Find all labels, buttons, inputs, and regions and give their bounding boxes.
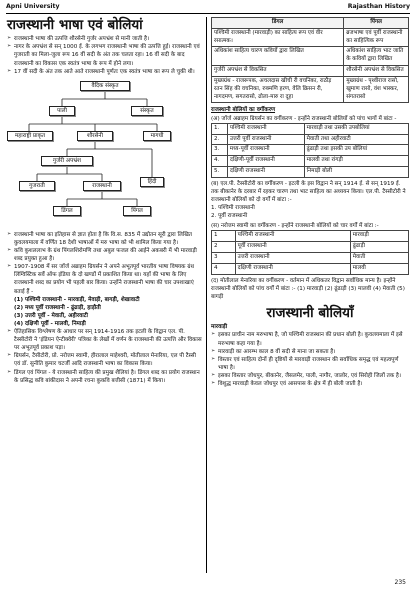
- node-hindi: हिंदी: [140, 177, 164, 187]
- intro-item: ➢ 17 वीं सदी के अंत तक आते आते राजस्थानी पूर्णतः एक स्वतंत्र भाषा का रूप ले चुकी थी।: [7, 68, 203, 76]
- table-cell: ब्रजभाषा एवं पूर्वी राजस्थानी का साहित्यिक रूप: [344, 28, 409, 47]
- header-right: Rajasthan History: [347, 3, 410, 10]
- tessitori-paragraph: (ब) एल.पी. टैस्सीटोरी का वर्गीकरण - इटली के इस विद्वान ने सन् 1914 ई. से सन् 1919 ई. तक बीकानेर के दरबार में रहकर चारण तथा भाट साहित्य का अध्ययन किया। एल.पी. टैस्सीटोरी ने राजस्थानी बोलियों को दो वर्गों में बांटा :-: [211, 180, 406, 204]
- marwari-item: ➢ इसका प्राचीन नाम मरुभाषा है, जो पश्चिमी राजस्थान की प्रधान बोली है। कुवलयमाला में इसे मरुभाषा कहा गया है।: [211, 331, 409, 347]
- marwari-heading: मारवाड़ी: [211, 324, 228, 331]
- page-number: 235: [394, 579, 406, 586]
- table-cell: पश्चिमी राजस्थानी (मारवाड़ी) का साहित्य रूप एवं वीर रसात्मक।: [212, 28, 344, 47]
- tessitori-item: 1. पश्चिमी राजस्थानी: [211, 205, 255, 212]
- table-cell: मारवाड़ी: [350, 231, 408, 242]
- table-cell: गुर्जरी अपभ्रंश से विकसित: [212, 66, 344, 77]
- body-item: ➢ कवि कुशललाभ के ग्रंथ पिंगलशिरोमणि तथा अबुल फजल की आईने अकबरी में भी मारवाड़ी शब्द प्रयुक्त हुआ है।: [7, 247, 203, 263]
- table-cell: मारवाड़ी तथा उसकी उपबोलियां: [304, 123, 408, 134]
- node-shauraseni: शौरसेनी: [77, 131, 113, 141]
- table-cell: 1.: [212, 123, 228, 134]
- intro-item: ➢ नागर के अपभ्रंश से सन् 1000 ई. के लगभग राजस्थानी भाषा की उत्पत्ति हुई। राजस्थानी एवं गुजराती का मिला-जुला रूप 16 वीं सदी के अंत तक चलता रहा। 16 वीं सदी के बाद राजस्थानी का विकास एक स्वतंत्र भाषा के रूप में होने लगा।: [7, 43, 203, 67]
- table-cell: उत्तरी पूर्वी राजस्थानी: [227, 134, 304, 145]
- body-item: ➢ ग्रियर्सन, टैसीटोरी, प्रो. नरोत्तम स्वामी, हीरालाल माहेश्वरी, मोतीलाल मेनारिया, एल पी टैस्सी एवं डॉ. सुनीति कुमार चटर्जी आदि राजस्थानी भाषा का विकास किया।: [7, 352, 203, 368]
- left-column: [7, 17, 203, 385]
- table-cell: दक्षिणी राजस्थानी: [235, 263, 350, 274]
- grierson-heading: (अ) जॉर्ज अब्राहम ग्रियर्सन का वर्गीकरण - इन्होंने राजस्थानी बोलियों को पांच भागों में बांटा -: [211, 115, 397, 122]
- page-title: राजस्थानी भाषा एवं बोलियां: [7, 17, 143, 33]
- grierson-table: [211, 123, 409, 178]
- intro-item: ➢ राजस्थानी भाषा की उत्पत्ति शौरसेनी गुर्जर अपभ्रंश से मानी जाती है।: [7, 35, 203, 43]
- table-row: [212, 145, 409, 156]
- grierson-subgroup: (3) उत्तरी पूर्वी - मेवाती, अहीरवाटी: [14, 312, 88, 319]
- marwari-list: [211, 331, 409, 388]
- table-cell: उत्तरी राजस्थानी: [235, 253, 350, 264]
- table-cell: अधिकांश साहित्य चारण कवियों द्वारा लिखित: [212, 47, 344, 66]
- table-cell: मुख्यग्रंथ - राजरूपक, अचलदास खीची री वचनिका, राठौड़ रतन सिंह की वचनिका, रुक्मणि हरण, वेलि क्रिसन री, नागदमण, सगतरासो, ढोला-मारु रा दूहा: [212, 76, 344, 102]
- body-list: [7, 231, 203, 296]
- table-cell: पूर्वी राजस्थानी: [235, 242, 350, 253]
- table-row: [212, 123, 409, 134]
- table-cell: 4.: [212, 156, 228, 167]
- table-cell: 3.: [212, 145, 228, 156]
- table-cell: दक्षिणी-पूर्वी राजस्थानी: [227, 156, 304, 167]
- node-pali: पाली: [49, 106, 75, 116]
- body-item: ➢ राजस्थानी भाषा का इतिहास से ज्ञात होता है कि वि.स. 835 में उद्योतन सूरी द्वारा लिखित कुवलयमाला में वर्णित 18 देशी भाषाओं में मरु भाषा को भी शामिल किया गया है।: [7, 231, 203, 247]
- grierson-subgroup: (1) पश्चिमी राजस्थानी - मारवाड़ी, मेवाड़ी, बागड़ी, शेखावाटी: [14, 296, 140, 303]
- table-cell: मेवाती तथा अहीरवाटी: [304, 134, 408, 145]
- marwari-item: ➢ विशुद्ध मारवाड़ी केवल जोधपुर एवं आसपास के क्षेत्र में ही बोली जाती है।: [211, 380, 409, 388]
- table-cell: ढूंढाड़ी: [350, 242, 408, 253]
- marwari-item: ➢ मारवाड़ी का आरम्भ काल 8 वीं सदी से माना जा सकता है।: [211, 348, 409, 356]
- menaria-paragraph: (द) मोतीलाल मेनारिया का वर्गीकरण - वर्तमान में अधिकतर विद्वान सर्वाधिक मान्य है। इन्होंने राजस्थानी बोलियों को पांच वर्गों में बांटा :- (1) मारवाड़ी (2) ढूंढाड़ी (3) मालवी (4) मेवाती (5) बागड़ी: [211, 277, 405, 300]
- table-cell: 5.: [212, 166, 228, 177]
- node-vedic-sanskrit: वैदिक संस्कृत: [80, 81, 130, 91]
- table-cell: मालवी: [350, 263, 408, 274]
- language-tree-diagram: [7, 79, 203, 229]
- table-row: [212, 28, 409, 47]
- table-cell: 1: [212, 231, 236, 242]
- dingal-pingal-table: [211, 17, 409, 103]
- table-header: डिंगल: [212, 18, 344, 29]
- intro-list: [7, 35, 203, 76]
- table-cell: ढूंढाड़ी तथा इसकी उप बोलियां: [304, 145, 408, 156]
- body-item: ➢ 1907-1908 में सर जॉर्ज अब्राहम ग्रियर्सन ने अपने अभूतपूर्व भारतीय भाषा विषयक ग्रंथ लिंग्विस्टिक सर्वे ऑफ इंडिया के दो खण्डों में प्रकाशित किया था। यहाँ की भाषा के लिए राजस्थानी शब्द का प्रयोग भी पहली बार किया। उन्होंने राजस्थानी भाषा की चार उपशाखाएं बताई हैं -: [7, 263, 203, 295]
- table-header: पिंगल: [344, 18, 409, 29]
- table-row: [212, 76, 409, 102]
- marwari-item: ➢ इसका विस्तार जोधपुर, बीकानेर, जैसलमेर, पाली, नागौर, जालोर, एवं सिरोही जिलों तक है।: [211, 372, 409, 380]
- node-magadhi: मागधी: [143, 131, 171, 141]
- table-cell: 2.: [212, 134, 228, 145]
- dialects-title: राजस्थानी बोलियाँ: [266, 305, 354, 322]
- node-pingal: पिंगल: [123, 206, 151, 216]
- tessitori-item: 2. पूर्वी राजस्थानी: [211, 213, 248, 220]
- grierson-subgroup: (4) दक्षिणी पूर्वी - मालवी, निमाड़ी: [14, 320, 86, 327]
- table-row: [212, 231, 409, 242]
- narottam-heading: (स) नरोत्तम स्वामी का वर्गीकरण - इन्होंने राजस्थानी बोलियों को चार वर्गों में बांटा :-: [211, 223, 379, 230]
- node-gujarati: गुजराती: [19, 181, 55, 191]
- grierson-subgroup: (2) मध्य पूर्वी राजस्थानी - ढूंढाड़ी, हाड़ौती: [14, 304, 101, 311]
- table-row: [212, 253, 409, 264]
- table-cell: मालवी तथा रांगड़ी: [304, 156, 408, 167]
- node-dingal: डिंगल: [53, 206, 81, 216]
- body-item: ➢ डिंगल एवं पिंगल - ये राजस्थानी साहित्य की प्रमुख शैलियां है। डिंगल शब्द का प्रयोग राजस्थान के प्रसिद्ध कवि बांकीदास ने अपनी रचना कुकवि बत्तीसी (1871) में किया।: [7, 369, 203, 385]
- table-cell: 2: [212, 242, 236, 253]
- table-cell: अधिकांश साहित्य भाट जाति के कवियों द्वारा लिखित: [344, 47, 409, 66]
- column-divider: [206, 17, 207, 573]
- table-cell: मुख्यग्रंथ - पृथ्वीराज रासो, खुमाण रासो, वंश भास्कर, संगतरासो: [344, 76, 409, 102]
- body-item: ➢ ऐतिहासिक विश्लेषण के आधार पर सन् 1914-1916 तक इटली के विद्वान एल. पी. टैस्सीटोरी ने 'इंडियन ऐन्टीक्वेरी' पत्रिका के लेखों में वर्णन के राजस्थानी की उत्पत्ति और विकास पर अभूतपूर्व प्रकाश पड़ा।: [7, 328, 203, 352]
- table-row: [212, 263, 409, 274]
- table-cell: मध्य-पूर्वी राजस्थानी: [227, 145, 304, 156]
- table-row: [212, 166, 409, 177]
- node-gurjari-apabhramsha: गुर्जरी अपभ्रंश: [41, 156, 93, 166]
- header-rule: [6, 13, 410, 14]
- node-rajasthani: राजस्थानी: [83, 181, 121, 191]
- classification-heading: राजस्थानी बोलियों का वर्गीकरण: [211, 107, 276, 114]
- table-cell: दक्षिणी राजस्थानी: [227, 166, 304, 177]
- body-list-2: [7, 328, 203, 385]
- table-row: [212, 156, 409, 167]
- marwari-item: ➢ विस्तार एवं साहित्य दोनों ही दृष्टियों से मारवाड़ी राजस्थान की सर्वाधिक समृद्ध एवं महत्वपूर्ण भाषा है।: [211, 356, 409, 372]
- node-maharashtri: महाराष्ट्री प्राकृत: [7, 131, 53, 141]
- table-cell: शौरसेनी अपभ्रंश से विकसित: [344, 66, 409, 77]
- table-cell: निमाड़ी बोली: [304, 166, 408, 177]
- table-row: [212, 242, 409, 253]
- table-row: [212, 66, 409, 77]
- right-column: [211, 17, 409, 388]
- narottam-table: [211, 230, 409, 274]
- table-cell: 3: [212, 253, 236, 264]
- table-row: [212, 47, 409, 66]
- tree-connectors: [7, 79, 203, 229]
- table-cell: 4: [212, 263, 236, 274]
- table-cell: पश्चिमी राजस्थानी: [227, 123, 304, 134]
- table-cell: मेवाती: [350, 253, 408, 264]
- table-row: [212, 134, 409, 145]
- header-left: Apni University: [6, 3, 60, 10]
- table-cell: पश्चिमी राजस्थानी: [235, 231, 350, 242]
- node-sanskrit: संस्कृत: [131, 106, 163, 116]
